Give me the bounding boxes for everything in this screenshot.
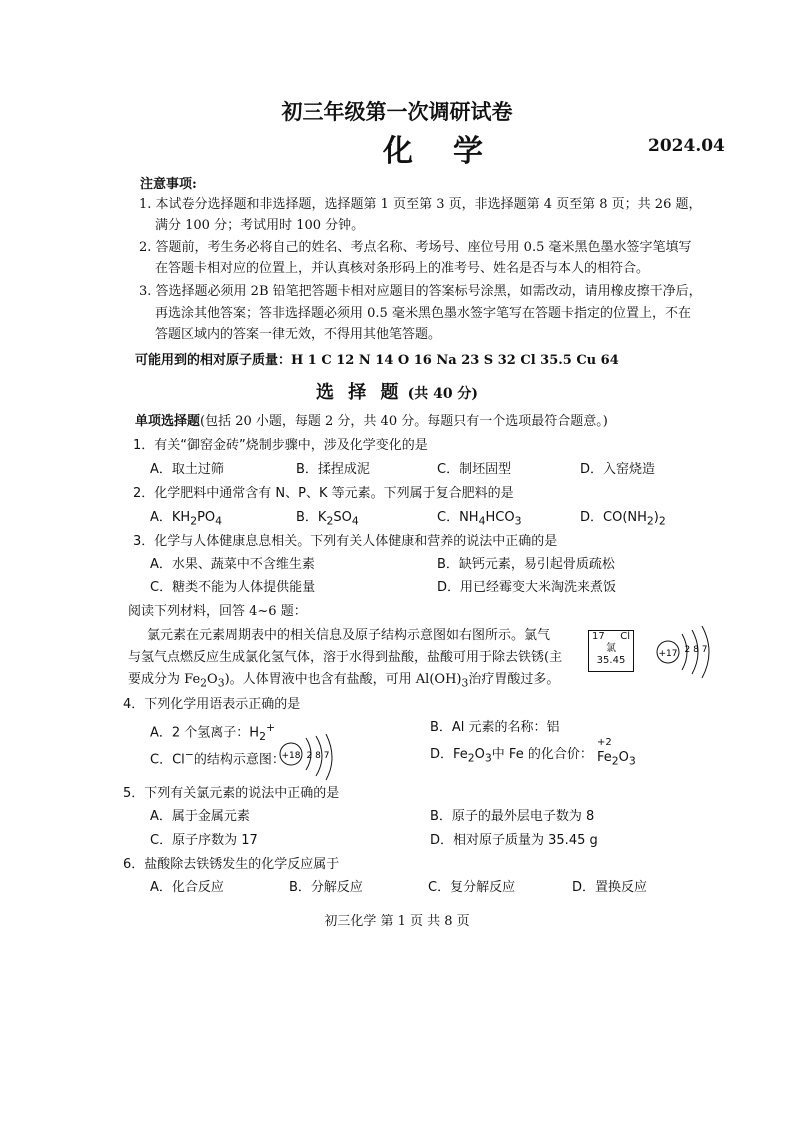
q3-stem: 3．化学与人体健康息息相关。下列有关人体健康和营养的说法中正确的是	[133, 534, 558, 549]
subscript: 3	[461, 676, 469, 690]
q6-option-b[interactable]: B．分解反应	[289, 880, 363, 895]
periodic-table-cell	[588, 630, 634, 672]
text-part: 治疗胃酸过多。	[468, 672, 560, 687]
chlorine-atom-diagram	[652, 624, 714, 682]
nucleus-charge: +17	[658, 649, 678, 659]
q2-option-b[interactable]	[296, 510, 359, 530]
q1-option-c[interactable]: C．制坯固型	[437, 462, 512, 477]
formula-part: SO	[333, 510, 352, 525]
reading-intro: 阅读下列材料，回答 4~6 题：	[128, 604, 307, 619]
q4-stem: 4．下列化学用语表示正确的是	[123, 697, 301, 712]
section-points: (共 40 分)	[407, 386, 479, 402]
q3-option-c[interactable]: C．糖类不能为人体提供能量	[150, 580, 316, 595]
subscript: 2	[658, 514, 666, 528]
text-part: O	[474, 747, 485, 762]
subscript: 3	[217, 676, 225, 690]
notice-heading: 注意事项:	[140, 177, 197, 192]
superscript: −	[184, 748, 194, 761]
subject-title: 化学	[383, 134, 523, 169]
text-part: 要成分为 Fe	[128, 672, 201, 687]
q5-option-c[interactable]: C．原子序数为 17	[150, 833, 258, 848]
notice-item: 答题区域内的答案一律无效，不得用其他笔答题。	[155, 327, 442, 342]
subscript: 2	[467, 751, 475, 765]
superscript: +	[265, 721, 276, 734]
subscript: 3	[484, 751, 492, 765]
notice-item: 再选涂其他答案；答非选择题必须用 0.5 毫米黑色墨水签字笔写在答题卡指定的位置上，不在	[155, 306, 691, 321]
text-part: O	[207, 672, 218, 687]
subscript: 4	[478, 514, 486, 528]
formula-part: PO	[197, 510, 216, 525]
formula-part: B．K	[296, 510, 327, 525]
notice-item: 在答题卡相对应的位置上，并认真核对条形码上的准考号、姓名是否与本人的相符合。	[155, 261, 650, 276]
q1-option-d[interactable]: D．入窑烧造	[580, 462, 656, 477]
exam-date: 2024.04	[648, 136, 725, 156]
formula-part: C．NH	[437, 510, 479, 525]
q2-stem: 2．化学肥料中通常含有 N、P、K 等元素。下列属于复合肥料的是	[133, 486, 514, 501]
notice-item: 3. 答选择题必须用 2B 铅笔把答题卡相对应题目的答案标号涂黑，如需改动，请用橡皮擦干净后，	[139, 284, 702, 299]
atomic-number: 17	[592, 631, 605, 642]
subscript: 4	[215, 514, 223, 528]
q3-option-b[interactable]: B．缺钙元素，易引起骨质疏松	[437, 557, 615, 572]
q5-option-a[interactable]: A．属于金属元素	[150, 809, 250, 824]
reading-line	[128, 672, 559, 692]
q2-option-c[interactable]	[437, 510, 521, 530]
notice-item: 2. 答题前，考生务必将自己的姓名、考点名称、考场号、座位号用 0.5 毫米黑色墨水签字笔填写	[139, 240, 692, 255]
q1-option-b[interactable]: B．揉捏成泥	[296, 462, 370, 477]
notice-item: 1. 本试卷分选择题和非选择题，选择题第 1 页至第 3 页，非选择题第 4 页至第 8 页；共 26 题，	[139, 197, 702, 212]
q3-option-a[interactable]: A．水果、蔬菜中不含维生素	[150, 557, 315, 572]
q4-option-c[interactable]	[150, 747, 285, 768]
text-part: O	[618, 750, 629, 765]
formula-part: D．CO(NH	[580, 510, 647, 525]
q6-stem: 6．盐酸除去铁锈发生的化学反应属于	[123, 857, 340, 872]
subscript: 2	[326, 514, 334, 528]
q5-option-b[interactable]: B．原子的最外层电子数为 8	[430, 809, 595, 824]
q1-stem: 1．有关“御窑金砖”烧制步骤中，涉及化学变化的是	[133, 438, 428, 453]
instructions-lead: 单项选择题	[135, 414, 201, 429]
subscript: 3	[514, 514, 522, 528]
text-part: Fe	[597, 750, 612, 765]
q6-option-c[interactable]: C．复分解反应	[428, 880, 516, 895]
reading-line: 与氢气点燃反应生成氯化氢气体，溶于水得到盐酸，盐酸可用于除去铁锈(主	[128, 650, 563, 665]
valence-mark: +2	[597, 737, 612, 748]
element-symbol: Cl	[620, 631, 630, 642]
q5-stem: 5．下列有关氯元素的说法中正确的是	[123, 786, 340, 801]
q5-option-d[interactable]: D．相对原子质量为 35.45 g	[430, 833, 598, 848]
q6-option-a[interactable]: A．化合反应	[150, 880, 224, 895]
nucleus-charge: +18	[281, 751, 301, 761]
exam-title: 初三年级第一次调研试卷	[281, 99, 513, 124]
shell-electrons: 2 8 7	[306, 751, 330, 761]
formula-part: A．KH	[150, 510, 191, 525]
q3-option-d[interactable]: D．用已经霉变大米淘洗来煮饭	[437, 580, 617, 595]
element-name: 氯	[606, 643, 616, 654]
subscript: 2	[611, 754, 619, 768]
chloride-ion-diagram	[276, 734, 338, 782]
text-part: 的结构示意图：	[193, 752, 285, 768]
q2-option-a[interactable]	[150, 510, 222, 530]
q4-option-b[interactable]: B．Al 元素的名称：铝	[430, 720, 560, 735]
formula-part: )	[653, 510, 659, 525]
page-footer: 初三化学 第 1 页 共 8 页	[324, 914, 470, 929]
shell-electrons: 2 8 7	[684, 645, 708, 655]
atomic-mass: 35.45	[596, 655, 626, 666]
valence-formula	[597, 750, 636, 770]
q4-option-a[interactable]	[150, 720, 275, 745]
text-part: D．Fe	[430, 747, 468, 762]
subscript: 3	[628, 754, 636, 768]
section-heading	[0, 378, 794, 404]
q1-option-a[interactable]: A．取土过筛	[150, 462, 224, 477]
subscript: 4	[351, 514, 359, 528]
section-title: 选 择 题	[315, 382, 403, 403]
reading-line: 氯元素在元素周期表中的相关信息及原子结构示意图如右图所示。氯气	[147, 628, 551, 643]
text-part: 中 Fe 的化合价：	[491, 747, 593, 762]
text-part: A．2 个氢离子：H	[150, 725, 260, 741]
text-part: C．Cl	[150, 752, 185, 768]
q4-option-d[interactable]	[430, 747, 593, 767]
subscript: 2	[259, 729, 266, 743]
instructions	[135, 414, 608, 430]
text-part: )。人体胃液中也含有盐酸，可用 Al(OH)	[224, 672, 462, 687]
formula-part: HCO	[485, 510, 515, 525]
instructions-rest: (包括 20 小题，每题 2 分，共 40 分。每题只有一个选项最符合题意。)	[200, 414, 608, 429]
subscript: 2	[646, 514, 654, 528]
q6-option-d[interactable]: D．置换反应	[572, 880, 648, 895]
q2-option-d[interactable]	[580, 510, 666, 530]
atomic-masses: 可能用到的相对原子质量：H 1 C 12 N 14 O 16 Na 23 S 32 Cl 35.5 Cu 64	[135, 353, 619, 368]
notice-item: 满分 100 分；考试用时 100 分钟。	[155, 218, 365, 233]
subscript: 2	[200, 676, 208, 690]
subscript: 2	[190, 514, 198, 528]
